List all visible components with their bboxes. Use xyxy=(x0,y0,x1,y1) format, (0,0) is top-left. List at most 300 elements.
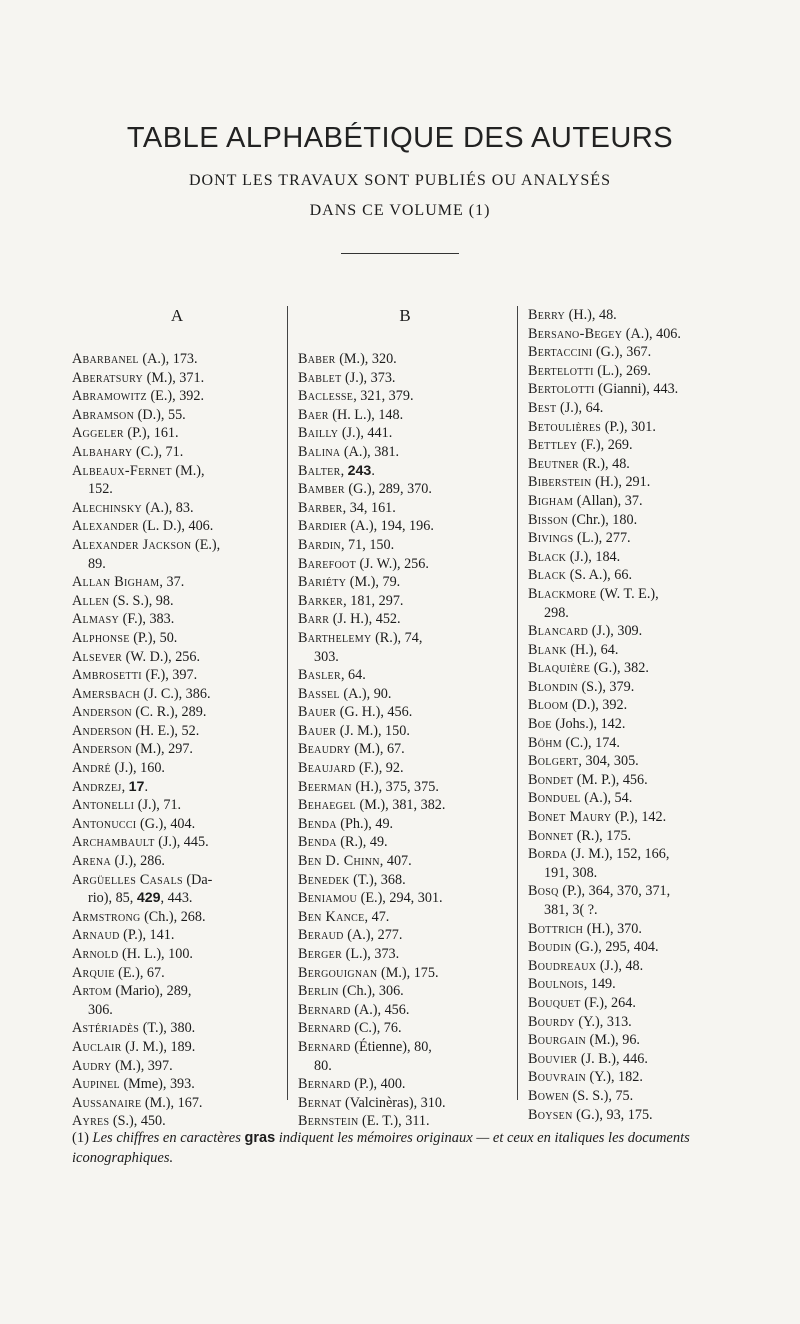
author-name: Argüelles Casals xyxy=(72,871,183,888)
entry-pages: (S.), 379. xyxy=(577,678,635,695)
index-entry xyxy=(72,629,282,648)
author-name: Balina xyxy=(298,443,341,460)
index-entry xyxy=(298,908,512,927)
entry-pages: , 407. xyxy=(379,853,412,870)
author-name: Boysen xyxy=(528,1106,573,1123)
entry-pages: (E.), 392. xyxy=(146,388,205,405)
entry-pages: (E.), 294, 301. xyxy=(357,890,443,907)
index-entry xyxy=(528,1013,756,1032)
index-entry xyxy=(72,964,282,983)
original-memoir-page: 243 xyxy=(347,462,372,479)
author-name: Archambault xyxy=(72,834,155,851)
entry-pages: , 304, 305. xyxy=(578,753,639,770)
index-entry xyxy=(72,908,282,927)
index-entry xyxy=(528,529,756,548)
author-name: Bourgain xyxy=(528,1032,586,1049)
index-entry xyxy=(528,957,756,976)
index-entry xyxy=(298,982,512,1001)
index-entry xyxy=(298,778,512,797)
entry-pages: (P.), 400. xyxy=(350,1076,406,1093)
author-name: Ben D. Chinn xyxy=(298,853,380,870)
author-name: Antonucci xyxy=(72,815,137,832)
author-name: Bettley xyxy=(528,437,578,454)
author-name: Bauer xyxy=(298,704,337,721)
entry-pages: (M.), 67. xyxy=(350,741,405,758)
author-name: Black xyxy=(528,548,567,565)
index-entry xyxy=(528,548,756,567)
entry-pages: (M.), xyxy=(171,462,205,479)
index-entry xyxy=(72,871,282,890)
entry-pages: (G.), 289, 370. xyxy=(344,481,432,498)
index-entry xyxy=(528,380,756,399)
author-name: Anderson xyxy=(72,741,132,758)
index-entry xyxy=(72,1075,282,1094)
author-name: Biberstein xyxy=(528,474,592,491)
index-entry xyxy=(72,648,282,667)
index-entry xyxy=(72,499,282,518)
author-name: Almasy xyxy=(72,611,120,628)
index-entry xyxy=(528,1087,756,1106)
author-name: Bonet Maury xyxy=(528,809,612,826)
index-entry xyxy=(298,1019,512,1038)
index-entry xyxy=(298,406,512,425)
footnote xyxy=(72,1128,756,1168)
author-name: Abramowitz xyxy=(72,388,147,405)
entry-pages: (J. M.), 189. xyxy=(121,1038,196,1055)
index-entry xyxy=(72,815,282,834)
entry-pages: (P.), 364, 370, 371, xyxy=(558,883,671,900)
author-name: Bauer xyxy=(298,722,337,739)
entry-pages: (F.), 269. xyxy=(577,437,633,454)
entry-pages: (M.), 381, 382. xyxy=(355,797,446,814)
author-name: Bouquet xyxy=(528,994,581,1011)
entry-pages: (L.), 277. xyxy=(573,530,631,547)
index-entry xyxy=(528,734,756,753)
author-name: Bigham xyxy=(528,492,574,509)
index-entry xyxy=(528,325,756,344)
index-entry xyxy=(72,1019,282,1038)
entry-pages: (Mme), 393. xyxy=(119,1076,195,1093)
index-entry xyxy=(298,462,512,481)
author-name: Andrzej xyxy=(72,778,122,795)
index-entry xyxy=(528,436,756,455)
index-entry xyxy=(528,585,756,604)
index-entry xyxy=(528,920,756,939)
index-entry xyxy=(72,369,282,388)
author-name: Berry xyxy=(528,307,566,323)
author-name: Allan Bigham xyxy=(72,574,160,591)
author-name: Barthelemy xyxy=(298,629,372,646)
entry-pages: (F.), 383. xyxy=(119,611,175,628)
author-name: Amersbach xyxy=(72,685,140,702)
entry-pages: (A.), 83. xyxy=(141,499,194,516)
entry-pages: (Da- xyxy=(182,871,213,888)
index-entry xyxy=(72,722,282,741)
index-entry xyxy=(298,889,512,908)
author-name: Beutner xyxy=(528,455,580,472)
entry-pages: (J. B.), 446. xyxy=(577,1050,648,1067)
entry-pages: (G. H.), 456. xyxy=(336,704,413,721)
entry-continuation xyxy=(72,555,282,574)
index-entry xyxy=(72,424,282,443)
index-entry xyxy=(528,975,756,994)
author-name: Bourdy xyxy=(528,1013,575,1030)
author-name: Artom xyxy=(72,983,112,1000)
entry-pages: (C.), 76. xyxy=(350,1020,402,1037)
author-name: Allen xyxy=(72,592,110,609)
author-name: Bernard xyxy=(298,1001,351,1018)
entry-pages: , 37. xyxy=(159,574,185,591)
entry-pages: (J.), 48. xyxy=(596,957,644,974)
index-entry xyxy=(298,424,512,443)
author-name: Arena xyxy=(72,853,111,870)
author-name: Bernat xyxy=(298,1094,342,1111)
entry-pages: (F.), 397. xyxy=(141,667,198,684)
index-entry xyxy=(298,815,512,834)
entry-continuation xyxy=(528,604,756,623)
index-entry xyxy=(72,796,282,815)
index-entry xyxy=(72,1038,282,1057)
index-entry xyxy=(528,845,756,864)
index-entry xyxy=(298,740,512,759)
index-entry xyxy=(528,1068,756,1087)
entry-pages: (G.), 404. xyxy=(136,815,196,832)
author-name: Baber xyxy=(298,351,336,367)
index-entry xyxy=(528,306,756,325)
index-entry xyxy=(528,362,756,381)
index-entry xyxy=(298,1038,512,1057)
index-entry xyxy=(528,511,756,530)
author-name: Bailly xyxy=(298,425,339,442)
entry-pages: (Y.), 313. xyxy=(574,1013,632,1030)
entry-pages: (C.), 71. xyxy=(132,443,184,460)
author-name: Bertolotti xyxy=(528,381,595,398)
footnote-bold-word: gras xyxy=(244,1130,276,1146)
author-name: Bouvrain xyxy=(528,1069,586,1086)
index-entry xyxy=(298,759,512,778)
entry-pages: , xyxy=(340,462,348,479)
index-entry xyxy=(528,882,756,901)
author-name: Alechinsky xyxy=(72,499,142,516)
entry-pages: (A.), 173. xyxy=(138,351,198,367)
author-name: Abarbanel xyxy=(72,351,139,367)
entry-pages: (J.), 441. xyxy=(338,425,393,442)
index-entry xyxy=(72,350,282,369)
index-entry xyxy=(72,406,282,425)
author-name: Blondin xyxy=(528,678,578,695)
entry-pages: (R.), 175. xyxy=(573,827,632,844)
entry-tail: . xyxy=(144,778,148,795)
entry-pages: (J. M.), 152, 166, xyxy=(567,846,670,863)
entry-continuation xyxy=(72,1001,282,1020)
index-entry xyxy=(528,566,756,585)
index-entry xyxy=(528,418,756,437)
continuation-text: 306. xyxy=(88,1001,113,1018)
entry-pages: (F.), 92. xyxy=(355,760,404,777)
entry-pages: (F.), 264. xyxy=(580,994,636,1011)
entry-pages: (A.), 194, 196. xyxy=(346,518,434,535)
entry-pages: (Johs.), 142. xyxy=(551,716,626,733)
entry-pages: , 321, 379. xyxy=(353,388,414,405)
author-name: Ben Kance xyxy=(298,908,365,925)
entry-pages: (A.), 381. xyxy=(340,443,400,460)
index-entry xyxy=(528,771,756,790)
author-name: Aupinel xyxy=(72,1076,120,1093)
index-entry xyxy=(298,517,512,536)
entry-pages: (M.), 397. xyxy=(111,1057,173,1074)
title-rule xyxy=(341,253,459,254)
entry-pages: (H. E.), 52. xyxy=(131,722,200,739)
entry-pages: (Mario), 289, xyxy=(111,983,192,1000)
entry-pages: (Ch.), 306. xyxy=(338,983,404,1000)
author-name: Benda xyxy=(298,815,337,832)
entry-pages: (M.), 79. xyxy=(346,574,401,591)
author-name: Beerman xyxy=(298,778,352,795)
entry-pages: (Ch.), 268. xyxy=(140,908,206,925)
author-name: Bloom xyxy=(528,697,569,714)
author-name: Bernard xyxy=(298,1038,351,1055)
entry-pages: (A.), 54. xyxy=(580,790,633,807)
index-entry xyxy=(528,492,756,511)
author-name: Barefoot xyxy=(298,555,356,572)
index-entry xyxy=(298,1094,512,1113)
index-entry xyxy=(298,350,512,369)
author-name: Arnold xyxy=(72,946,119,962)
author-name: Boudreaux xyxy=(528,957,597,974)
author-name: Bardier xyxy=(298,518,347,535)
author-name: Anderson xyxy=(72,704,132,721)
author-name: Borda xyxy=(528,846,568,863)
author-name: Astériadès xyxy=(72,1020,140,1037)
index-entry xyxy=(298,945,512,964)
index-entry xyxy=(72,1094,282,1113)
index-entry xyxy=(528,659,756,678)
index-entry xyxy=(298,666,512,685)
entry-pages: , 47. xyxy=(364,908,390,925)
index-entry xyxy=(298,480,512,499)
footnote-text-2: indiquent les mémoires originaux — et ceux en italiques les documents iconographiques. xyxy=(72,1130,690,1166)
entry-pages: (M. P.), 456. xyxy=(573,771,648,788)
author-name: Beaudry xyxy=(298,741,351,758)
index-entry xyxy=(298,499,512,518)
index-entry xyxy=(72,945,282,964)
author-name: Aussanaire xyxy=(72,1094,142,1111)
entry-pages: (S. S.), 98. xyxy=(109,592,174,609)
index-entry xyxy=(72,610,282,629)
index-entry xyxy=(528,641,756,660)
index-entry xyxy=(528,678,756,697)
author-name: Bablet xyxy=(298,369,342,386)
continuation-tail: , 443. xyxy=(160,890,193,907)
entry-pages: (Allan), 37. xyxy=(573,492,643,509)
entry-pages: (Ph.), 49. xyxy=(336,815,394,832)
index-entry xyxy=(298,1001,512,1020)
author-name: Bouvier xyxy=(528,1050,578,1067)
index-entry xyxy=(298,555,512,574)
author-name: Boulnois xyxy=(528,976,584,993)
index-entry xyxy=(72,387,282,406)
entry-pages: (P.), 50. xyxy=(129,629,178,646)
entry-pages: (M.), 175. xyxy=(377,964,439,981)
entry-pages: (Valcinèras), 310. xyxy=(341,1094,446,1111)
entry-pages: (P.), 161. xyxy=(123,425,179,442)
index-entry xyxy=(298,610,512,629)
entry-pages: (H.), 64. xyxy=(566,641,619,658)
index-entry xyxy=(72,517,282,536)
continuation-text: 303. xyxy=(314,648,339,665)
author-name: Alsever xyxy=(72,648,123,665)
entry-pages: (R.), 48. xyxy=(579,455,630,472)
index-entry xyxy=(72,685,282,704)
entry-pages: (G.), 295, 404. xyxy=(571,939,659,956)
entry-continuation xyxy=(298,1057,512,1076)
author-name: Benda xyxy=(298,834,337,851)
index-entry xyxy=(298,1075,512,1094)
author-name: Bonduel xyxy=(528,790,581,807)
continuation-text: 80. xyxy=(314,1057,332,1074)
entry-pages: (D.), 392. xyxy=(568,697,628,714)
entry-pages: (J. M.), 150. xyxy=(336,722,410,739)
entry-pages: (P.), 141. xyxy=(119,927,175,944)
entry-pages: (J.), 309. xyxy=(588,623,643,640)
author-name: Baclesse xyxy=(298,388,354,405)
column-a-entries xyxy=(72,350,282,1131)
author-name: Bertaccini xyxy=(528,344,593,361)
author-name: Boudin xyxy=(528,939,572,956)
index-entry xyxy=(298,536,512,555)
index-entry xyxy=(528,399,756,418)
entry-continuation xyxy=(528,864,756,883)
author-name: Antonelli xyxy=(72,797,135,814)
entry-pages: (J.), 445. xyxy=(154,834,209,851)
index-entry xyxy=(528,343,756,362)
column-c-entries xyxy=(528,306,756,1124)
entry-pages: (S.), 450. xyxy=(109,1113,166,1130)
entry-pages: (E.), 67. xyxy=(114,964,165,981)
author-name: Arquie xyxy=(72,964,115,981)
column-divider xyxy=(287,306,288,1100)
entry-pages: (G.), 382. xyxy=(590,660,649,677)
author-name: Bivings xyxy=(528,530,574,547)
entry-pages: (H.), 375, 375. xyxy=(351,778,439,795)
entry-pages: , 34, 161. xyxy=(342,499,396,516)
author-name: Anderson xyxy=(72,722,132,739)
index-entry xyxy=(298,369,512,388)
index-entry xyxy=(72,592,282,611)
author-name: Alphonse xyxy=(72,629,130,646)
entry-pages: (M.), 371. xyxy=(143,369,205,386)
entry-continuation xyxy=(298,648,512,667)
index-entry xyxy=(72,852,282,871)
index-entry xyxy=(298,629,512,648)
continuation-text: 381, 3( ?. xyxy=(544,902,598,918)
author-name: Beaujard xyxy=(298,760,356,777)
author-name: Bassel xyxy=(298,685,340,702)
author-name: Baer xyxy=(298,406,329,423)
continuation-text: 298. xyxy=(544,604,569,621)
entry-continuation xyxy=(528,901,756,920)
index-entry xyxy=(528,938,756,957)
entry-pages: (W. T. E.), xyxy=(596,585,659,602)
footnote-text-1: Les chiffres en caractères xyxy=(88,1130,245,1146)
continuation-text: 89. xyxy=(88,555,106,572)
author-name: Abramson xyxy=(72,406,135,423)
author-name: Aberatsury xyxy=(72,369,144,386)
entry-pages: (H. L.), 148. xyxy=(328,406,404,423)
author-name: Bosq xyxy=(528,883,559,900)
author-name: Bottrich xyxy=(528,920,584,937)
author-name: Audry xyxy=(72,1057,112,1074)
author-name: Ayres xyxy=(72,1113,110,1130)
entry-pages: , 64. xyxy=(340,667,366,684)
author-name: Alexander Jackson xyxy=(72,536,192,553)
entry-pages: , 181, 297. xyxy=(343,592,404,609)
column-divider xyxy=(517,306,518,1100)
page-title: TABLE ALPHABÉTIQUE DES AUTEURS xyxy=(126,122,674,154)
entry-pages: , 71, 150. xyxy=(340,536,395,553)
entry-pages: (S. S.), 75. xyxy=(568,1087,634,1104)
entry-pages: (J. W.), 256. xyxy=(355,555,429,572)
index-entry xyxy=(528,1050,756,1069)
column-c xyxy=(528,306,756,1124)
index-entry xyxy=(72,759,282,778)
author-name: Bertelotti xyxy=(528,362,594,379)
continuation-text: rio), 85, xyxy=(88,890,137,907)
index-entry xyxy=(298,871,512,890)
entry-pages: (Étienne), 80, xyxy=(350,1038,432,1055)
index-entry xyxy=(298,387,512,406)
entry-pages: (T.), 380. xyxy=(139,1020,196,1037)
author-name: Bernard xyxy=(298,1020,351,1037)
entry-pages: (J.), 286. xyxy=(110,853,165,870)
index-entry xyxy=(72,536,282,555)
author-name: Barber xyxy=(298,499,343,516)
entry-pages: (E. T.), 311. xyxy=(358,1113,430,1130)
author-name: André xyxy=(72,760,111,777)
entry-pages: (H.), 48. xyxy=(565,307,617,323)
author-name: Balter xyxy=(298,462,341,479)
index-entry xyxy=(528,622,756,641)
column-b-heading: B xyxy=(399,306,411,325)
entry-pages: (Gianni), 443. xyxy=(594,381,679,398)
index-entry xyxy=(72,666,282,685)
entry-pages: (J.), 64. xyxy=(556,399,604,416)
author-name: Berger xyxy=(298,946,343,962)
subtitle-line-1: DONT LES TRAVAUX SONT PUBLIÉS OU ANALYSÉS xyxy=(189,172,611,189)
index-entry xyxy=(528,715,756,734)
author-name: Bonnet xyxy=(528,827,574,844)
entry-pages: (P.), 301. xyxy=(601,418,656,435)
author-name: Böhm xyxy=(528,734,562,751)
entry-pages: (L.), 373. xyxy=(342,946,400,962)
entry-pages: (H.), 370. xyxy=(583,920,642,937)
index-entry xyxy=(298,926,512,945)
entry-pages: (J. H.), 452. xyxy=(329,611,401,628)
entry-pages: (S. A.), 66. xyxy=(566,567,633,584)
index-entry xyxy=(528,455,756,474)
column-a-heading: A xyxy=(170,306,184,325)
entry-pages: (E.), xyxy=(191,536,221,553)
entry-pages: (P.), 142. xyxy=(611,809,667,826)
author-name: Beraud xyxy=(298,927,344,944)
index-entry xyxy=(72,982,282,1001)
entry-pages: (Chr.), 180. xyxy=(568,511,638,528)
entry-pages: (A.), 90. xyxy=(339,685,392,702)
index-entry xyxy=(528,827,756,846)
author-name: Alexander xyxy=(72,518,139,535)
author-name: Blackmore xyxy=(528,585,597,602)
entry-pages: (C. R.), 289. xyxy=(131,704,207,721)
